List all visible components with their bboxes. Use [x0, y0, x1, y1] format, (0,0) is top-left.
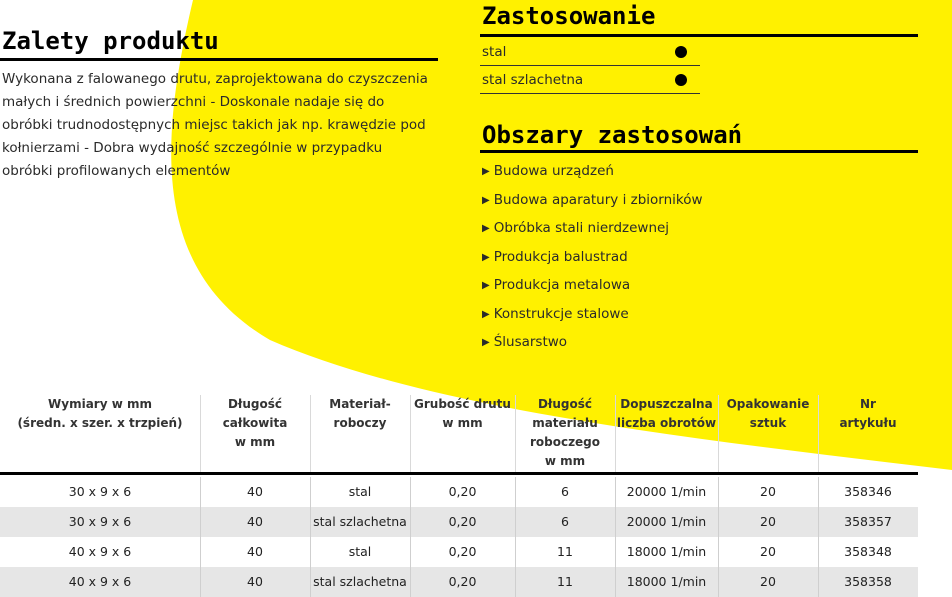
table-row	[0, 507, 918, 537]
table-cell-max-rpm: 20000 1/min	[626, 484, 707, 499]
area-list-item	[482, 190, 703, 210]
column-separator	[310, 537, 311, 567]
application-label: stal	[482, 44, 507, 60]
area-list-item	[482, 332, 567, 352]
table-cell-article-number: 358358	[844, 574, 892, 589]
table-header-total-length: Długość całkowita w mm	[222, 397, 288, 449]
area-list-item	[482, 275, 630, 295]
column-separator	[515, 477, 516, 507]
column-separator	[310, 507, 311, 537]
table-cell-material: stal	[348, 544, 372, 559]
area-label: Produkcja metalowa	[493, 277, 631, 293]
table-cell-package-qty: 20	[760, 574, 776, 589]
triangle-bullet-icon: ▶	[482, 251, 490, 263]
column-separator	[515, 507, 516, 537]
triangle-bullet-icon: ▶	[482, 223, 490, 234]
application-row	[480, 39, 700, 66]
table-cell-article-number: 358346	[844, 484, 892, 499]
table-cell-wire-thickness: 0,20	[448, 484, 477, 499]
advantages-divider	[0, 58, 438, 61]
table-cell-dimensions: 40 x 9 x 6	[68, 544, 132, 559]
column-separator	[200, 537, 201, 567]
column-separator	[410, 477, 411, 507]
table-cell-package-qty: 20	[760, 514, 776, 529]
advantages-title: Zalety produktu	[2, 27, 219, 55]
table-cell-package-qty: 20	[760, 544, 776, 559]
table-header-divider	[0, 472, 918, 475]
area-label: Budowa aparatury i zbiorników	[493, 191, 703, 208]
column-separator	[310, 567, 311, 597]
area-label: Budowa urządzeń	[493, 163, 614, 179]
column-separator	[818, 477, 819, 507]
column-separator	[718, 507, 719, 537]
advantages-text: Wykonana z falowanego drutu, zaprojektowana do czyszczenia małych i średnich powierzchni - Doskonale nadaje się do obróbki trudnodostępnych miejsc takich jak np. krawędzie pod kołnierzami - Dobra wydajność szczególnie w przypadku obróbki profilowanych elementów	[2, 71, 428, 179]
table-row	[0, 477, 918, 507]
column-separator	[515, 537, 516, 567]
table-cell-max-rpm: 18000 1/min	[626, 574, 707, 589]
table-cell-package-qty: 20	[760, 484, 776, 499]
table-header-material: Materiał- roboczy	[329, 397, 391, 430]
table-cell-article-number: 358348	[844, 544, 892, 559]
triangle-bullet-icon: ▶	[482, 194, 490, 206]
table-cell-material: stal	[348, 484, 372, 499]
filled-dot-icon	[675, 46, 687, 58]
triangle-bullet-icon: ▶	[482, 337, 490, 348]
application-divider	[480, 34, 918, 37]
area-list-item	[482, 304, 629, 324]
triangle-bullet-icon: ▶	[482, 166, 490, 177]
areas-title: Obszary zastosowań	[482, 121, 743, 149]
column-separator	[615, 537, 616, 567]
column-separator	[615, 507, 616, 537]
table-cell-article-number: 358357	[844, 514, 892, 529]
table-cell-dimensions: 40 x 9 x 6	[68, 574, 132, 589]
table-cell-total-length: 40	[247, 574, 263, 589]
header-column-separator	[818, 395, 819, 473]
header-column-separator	[410, 395, 411, 473]
table-cell-total-length: 40	[247, 484, 263, 499]
column-separator	[818, 567, 819, 597]
header-column-separator	[515, 395, 516, 473]
column-separator	[515, 567, 516, 597]
column-separator	[818, 507, 819, 537]
table-cell-working-length: 6	[561, 514, 569, 529]
table-cell-working-length: 11	[557, 574, 573, 589]
area-list-item	[482, 218, 669, 238]
table-cell-material: stal szlachetna	[313, 514, 407, 529]
table-row	[0, 537, 918, 567]
table-cell-total-length: 40	[247, 514, 263, 529]
header-column-separator	[310, 395, 311, 473]
table-header-working-length: Długość materiału roboczego w mm	[529, 397, 601, 468]
filled-dot-icon	[675, 74, 687, 86]
areas-divider	[480, 150, 918, 153]
table-cell-total-length: 40	[247, 544, 263, 559]
table-header-dimensions: Wymiary w mm (średn. x szer. x trzpień)	[17, 397, 183, 430]
column-separator	[200, 507, 201, 537]
column-separator	[410, 507, 411, 537]
table-cell-max-rpm: 18000 1/min	[626, 544, 707, 559]
column-separator	[310, 477, 311, 507]
table-cell-working-length: 6	[561, 484, 569, 499]
area-label: Obróbka stali nierdzewnej	[493, 220, 670, 236]
table-cell-working-length: 11	[557, 544, 573, 559]
header-column-separator	[718, 395, 719, 473]
triangle-bullet-icon: ▶	[482, 280, 490, 291]
column-separator	[410, 567, 411, 597]
table-header-max-rpm: Dopuszczalna liczba obrotów	[616, 397, 717, 430]
area-list-item	[482, 247, 628, 267]
table-cell-max-rpm: 20000 1/min	[626, 514, 707, 529]
table-cell-dimensions: 30 x 9 x 6	[68, 484, 132, 499]
header-column-separator	[615, 395, 616, 473]
area-list-item	[482, 161, 614, 181]
table-cell-dimensions: 30 x 9 x 6	[68, 514, 132, 529]
column-separator	[718, 537, 719, 567]
column-separator	[615, 477, 616, 507]
column-separator	[615, 567, 616, 597]
area-label: Ślusarstwo	[493, 334, 568, 350]
header-column-separator	[200, 395, 201, 473]
table-cell-wire-thickness: 0,20	[448, 514, 477, 529]
table-row	[0, 567, 918, 597]
column-separator	[718, 567, 719, 597]
application-label: stal szlachetna	[482, 72, 584, 88]
column-separator	[718, 477, 719, 507]
table-header-package-qty: Opakowanie sztuk	[726, 397, 810, 430]
triangle-bullet-icon: ▶	[482, 308, 490, 320]
column-separator	[200, 567, 201, 597]
column-separator	[200, 477, 201, 507]
table-cell-material: stal szlachetna	[313, 574, 407, 589]
table-cell-wire-thickness: 0,20	[448, 544, 477, 559]
column-separator	[818, 537, 819, 567]
column-separator	[410, 537, 411, 567]
table-header-wire-thickness: Grubość drutu w mm	[414, 397, 511, 430]
application-row	[480, 67, 700, 94]
application-title: Zastosowanie	[482, 2, 656, 30]
area-label: Konstrukcje stalowe	[493, 305, 629, 322]
area-label: Produkcja balustrad	[493, 248, 628, 265]
table-cell-wire-thickness: 0,20	[448, 574, 477, 589]
table-header-article-number: Nr artykułu	[839, 397, 897, 430]
